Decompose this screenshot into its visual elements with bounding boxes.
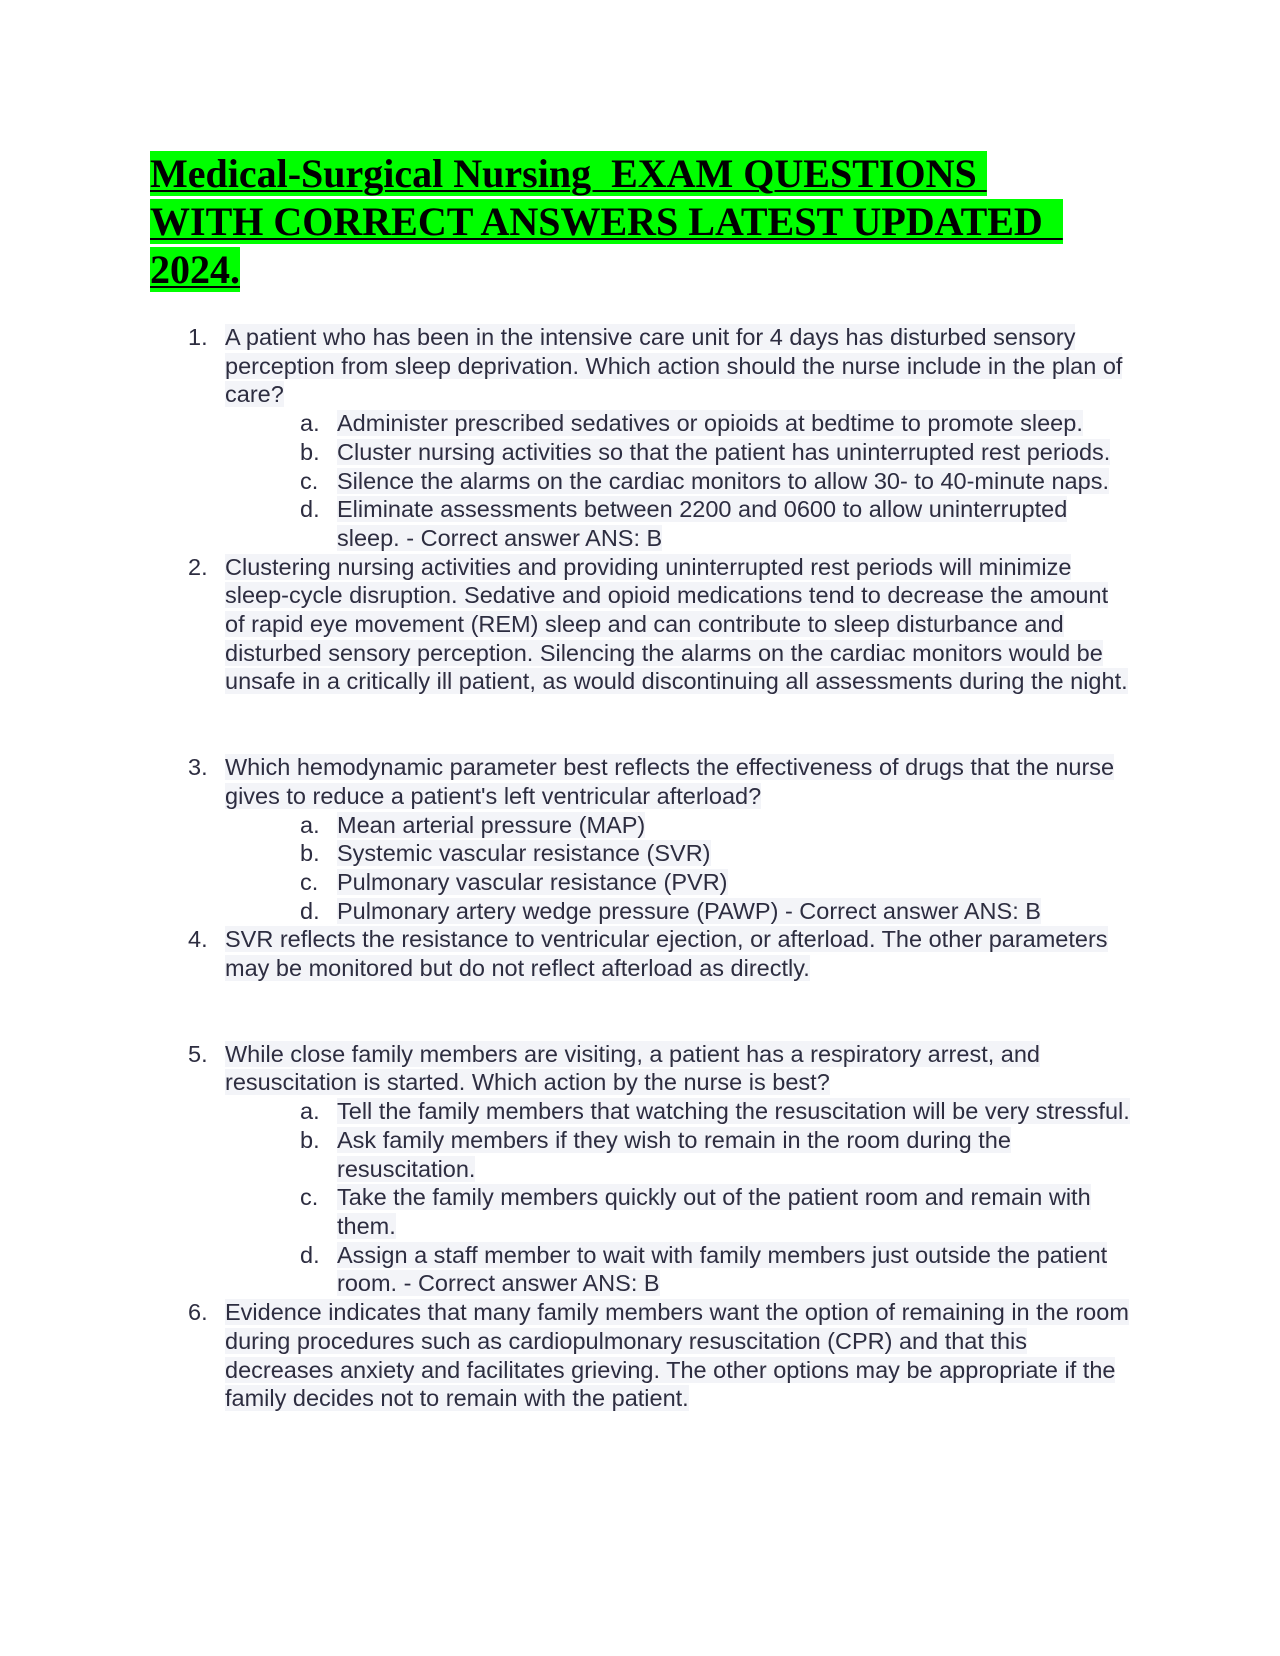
item-number: 2.	[188, 553, 208, 580]
answer-option	[225, 1097, 1133, 1126]
option-text: Pulmonary artery wedge pressure (PAWP) - Correct answer ANS: B	[337, 897, 1041, 924]
option-letter: b.	[300, 1126, 320, 1153]
answer-options	[225, 1097, 1133, 1298]
rationale-text: SVR reflects the resistance to ventricular ejection, or afterload. The other parameters may be monitored but do not reflect afterload as directly.	[225, 926, 1108, 982]
spacer	[188, 983, 1133, 1040]
spacer	[188, 696, 1133, 753]
rationale-text: Clustering nursing activities and providing uninterrupted rest periods will minimize sleep-cycle disruption. Sedative and opioid medications tend to decrease the amount of rapid eye movement (REM) sleep and can contribute to sleep disturbance and disturbed sensory perception. Silencing the alarms on the cardiac monitors would be unsafe in a critically ill patient, as would discontinuing all assessments during the night.	[225, 553, 1128, 695]
list-item	[188, 925, 1133, 982]
item-number: 5.	[188, 1040, 208, 1067]
option-letter: c.	[300, 868, 319, 895]
answer-option	[225, 1241, 1133, 1298]
question-text: While close family members are visiting, a patient has a respiratory arrest, and resuscitation is started. Which action by the nurse is best?	[225, 1040, 1040, 1096]
option-letter: a.	[300, 410, 320, 437]
rationale-text: Evidence indicates that many family members want the option of remaining in the room during procedures such as cardiopulmonary resuscitation (CPR) and that this decreases anxiety and facilitates grieving. The other options may be appropriate if the family decides not to remain with the patient.	[225, 1299, 1129, 1412]
option-letter: a.	[300, 1098, 320, 1125]
item-number: 1.	[188, 324, 208, 350]
list-item	[188, 1040, 1133, 1298]
option-text: Eliminate assessments between 2200 and 0600 to allow uninterrupted sleep. - Correct answer ANS: B	[337, 496, 1068, 551]
option-letter: b.	[300, 438, 320, 465]
answer-option	[225, 868, 1133, 897]
option-text: Administer prescribed sedatives or opioids at bedtime to promote sleep.	[337, 410, 1083, 437]
question-list	[188, 323, 1133, 1413]
option-text: Pulmonary vascular resistance (PVR)	[337, 868, 728, 895]
option-letter: a.	[300, 811, 320, 838]
list-item	[188, 323, 1133, 553]
list-item	[188, 753, 1133, 925]
document-title	[150, 150, 1110, 294]
option-text: Take the family members quickly out of the patient room and remain with them.	[337, 1184, 1091, 1239]
option-text: Cluster nursing activities so that the patient has uninterrupted rest periods.	[337, 438, 1111, 465]
answer-option	[225, 839, 1133, 868]
option-text: Tell the family members that watching the resuscitation will be very stressful.	[337, 1098, 1130, 1125]
option-text: Mean arterial pressure (MAP)	[337, 811, 646, 838]
title-line-1: Medical-Surgical Nursing EXAM QUESTIONS	[150, 151, 987, 196]
option-text: Systemic vascular resistance (SVR)	[337, 840, 711, 867]
item-number: 4.	[188, 926, 208, 953]
answer-options	[225, 409, 1133, 553]
title-line-3: 2024.	[150, 247, 240, 292]
option-text: Ask family members if they wish to remain in the room during the resuscitation.	[337, 1126, 1011, 1182]
title-line-2: WITH CORRECT ANSWERS LATEST UPDATED	[150, 199, 1063, 244]
question-text: A patient who has been in the intensive care unit for 4 days has disturbed sensory perception from sleep deprivation. Which action should the nurse include in the plan of care?	[225, 324, 1123, 408]
answer-option	[225, 1126, 1133, 1183]
answer-option	[225, 1183, 1133, 1240]
option-letter: c.	[300, 1184, 319, 1211]
item-number: 3.	[188, 754, 208, 781]
option-letter: d.	[300, 496, 320, 523]
option-text: Silence the alarms on the cardiac monitors to allow 30- to 40-minute naps.	[337, 467, 1109, 494]
item-number: 6.	[188, 1299, 208, 1326]
answer-option	[225, 811, 1133, 840]
answer-option	[225, 897, 1133, 926]
option-letter: c.	[300, 467, 319, 494]
answer-option	[225, 467, 1133, 496]
option-text: Assign a staff member to wait with family members just outside the patient room. - Correct answer ANS: B	[337, 1241, 1108, 1297]
list-item	[188, 1298, 1133, 1413]
option-letter: d.	[300, 897, 320, 924]
list-item	[188, 553, 1133, 697]
answer-option	[225, 409, 1133, 438]
option-letter: b.	[300, 840, 320, 867]
option-letter: d.	[300, 1241, 320, 1268]
answer-option	[225, 495, 1133, 552]
answer-option	[225, 438, 1133, 467]
question-text: Which hemodynamic parameter best reflects the effectiveness of drugs that the nurse gives to reduce a patient's left ventricular afterload?	[225, 754, 1115, 809]
answer-options	[225, 811, 1133, 926]
